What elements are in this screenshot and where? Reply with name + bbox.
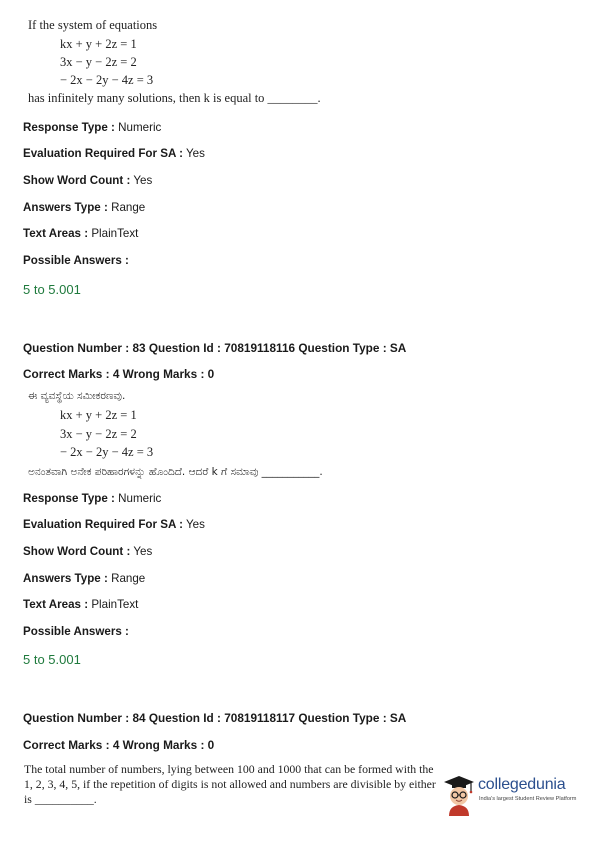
response-type-value: Numeric — [118, 121, 162, 134]
text-areas-label: Text Areas : — [23, 227, 89, 240]
possible-answer-value: 5 to 5.001 — [23, 282, 81, 297]
answers-type-label: Answers Type : — [23, 201, 108, 214]
evaluation-required-value: Yes — [185, 147, 205, 160]
evaluation-required-label: Evaluation Required For SA : — [23, 147, 183, 160]
q83-equation-3: − 2x − 2y − 4z = 3 — [60, 445, 154, 459]
q83-intro-kannada: ಈ ವ್ಯವಸ್ಥೆಯ ಸಮೀಕರಣವು. — [28, 390, 126, 402]
possible-answers-label: Possible Answers : — [23, 254, 129, 267]
show-word-count-value: Yes — [133, 174, 153, 187]
text-areas-value: PlainText — [91, 598, 139, 611]
show-word-count-row — [23, 545, 152, 558]
q84-text-line-3: is __________. — [24, 792, 97, 806]
possible-answers-row — [23, 254, 129, 267]
mascot-icon — [440, 772, 478, 816]
q82-equation-3: − 2x − 2y − 4z = 3 — [60, 73, 154, 87]
question-84-header: Question Number : 84 Question Id : 70819118117 Question Type : SA — [23, 711, 407, 725]
q82-equation-1: kx + y + 2z = 1 — [60, 37, 137, 51]
logo-wordmark: collegedunia — [478, 776, 566, 793]
response-type-value: Numeric — [118, 492, 162, 505]
show-word-count-label: Show Word Count : — [23, 174, 131, 187]
possible-answers-row — [23, 625, 129, 638]
text-areas-value: PlainText — [91, 227, 139, 240]
answers-type-value: Range — [111, 201, 146, 214]
q84-text-line-1: The total number of numbers, lying between 100 and 1000 that can be formed with the — [24, 762, 434, 776]
q83-equation-1: kx + y + 2z = 1 — [60, 408, 137, 422]
evaluation-required-row — [23, 147, 205, 160]
answers-type-row — [23, 572, 145, 585]
q83-tail-kannada: ಅನಂತವಾಗಿ ಅನೇಕ ಪರಿಹಾರಗಳನ್ನು ಹೊಂದಿದೆ. ಆದರೆ k ಗೆ ಸಮಾವು ___________. — [28, 466, 323, 478]
response-type-row — [23, 492, 161, 505]
response-type-row — [23, 121, 161, 134]
possible-answer-value: 5 to 5.001 — [23, 652, 81, 667]
question-84-marks: Correct Marks : 4 Wrong Marks : 0 — [23, 738, 215, 752]
response-type-label: Response Type : — [23, 121, 115, 134]
text-areas-row — [23, 598, 138, 611]
show-word-count-label: Show Word Count : — [23, 545, 131, 558]
text-areas-row — [23, 227, 138, 240]
q82-tail: has infinitely many solutions, then k is equal to ________. — [28, 91, 321, 105]
question-83-marks: Correct Marks : 4 Wrong Marks : 0 — [23, 367, 215, 381]
question-83-header: Question Number : 83 Question Id : 70819118116 Question Type : SA — [23, 341, 407, 355]
collegedunia-logo — [440, 772, 590, 816]
show-word-count-row — [23, 174, 152, 187]
answers-type-row — [23, 201, 145, 214]
possible-answers-label: Possible Answers : — [23, 625, 129, 638]
q84-text-line-2: 1, 2, 3, 4, 5, if the repetition of digits is not allowed and numbers are divisible by either — [24, 777, 436, 791]
show-word-count-value: Yes — [133, 545, 153, 558]
evaluation-required-label: Evaluation Required For SA : — [23, 518, 183, 531]
answers-type-label: Answers Type : — [23, 572, 108, 585]
answers-type-value: Range — [111, 572, 146, 585]
q82-equation-2: 3x − y − 2z = 2 — [60, 55, 137, 69]
evaluation-required-value: Yes — [185, 518, 205, 531]
text-areas-label: Text Areas : — [23, 598, 89, 611]
q83-equation-2: 3x − y − 2z = 2 — [60, 427, 137, 441]
q82-intro: If the system of equations — [28, 18, 158, 32]
evaluation-required-row — [23, 518, 205, 531]
response-type-label: Response Type : — [23, 492, 115, 505]
logo-tagline: India's largest Student Review Platform — [479, 796, 577, 802]
